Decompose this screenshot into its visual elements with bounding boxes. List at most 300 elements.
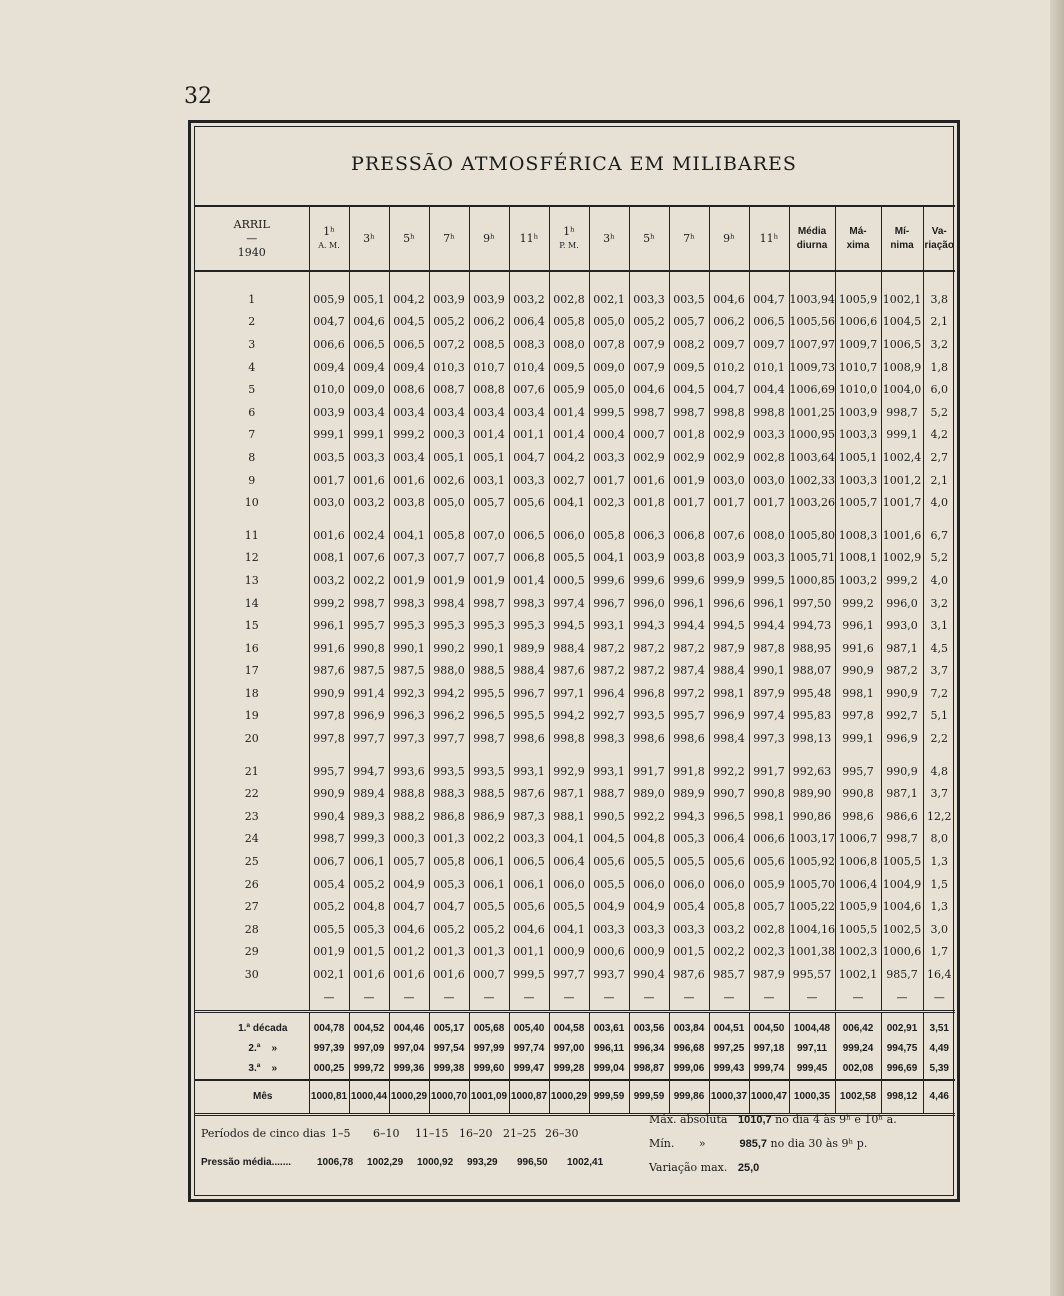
value-cell: 996,1 [309, 614, 349, 637]
table-row [195, 288, 955, 311]
value-cell: 995,5 [469, 682, 509, 705]
value-cell: 002,6 [429, 469, 469, 492]
value-cell: 001,7 [589, 469, 629, 492]
value-cell: 003,9 [309, 401, 349, 424]
value-cell: 897,9 [749, 682, 789, 705]
value-cell: 991,6 [309, 637, 349, 660]
month-cell: 1000,44 [349, 1080, 389, 1115]
value-cell: 3,8 [923, 288, 955, 311]
value-cell: 001,6 [429, 963, 469, 986]
value-cell: 998,7 [881, 828, 923, 851]
value-cell: 005,6 [709, 850, 749, 873]
value-cell: 006,5 [389, 333, 429, 356]
value-cell: 8,0 [923, 828, 955, 851]
spacer-cell [669, 750, 709, 760]
value-cell: 991,7 [749, 760, 789, 783]
value-cell: 005,8 [709, 895, 749, 918]
value-cell: 999,9 [709, 569, 749, 592]
min-note: no dia 30 às 9ʰ p. [770, 1137, 868, 1150]
value-cell: 998,7 [469, 727, 509, 750]
value-cell: 993,5 [429, 760, 469, 783]
pressure-cell: 1002,29 [367, 1157, 404, 1168]
value-cell: 987,2 [881, 660, 923, 683]
value-cell: 998,8 [709, 401, 749, 424]
value-cell: 003,3 [589, 918, 629, 941]
spacer-cell [789, 514, 835, 524]
spacer-cell [549, 750, 589, 760]
spacer-cell [669, 514, 709, 524]
value-cell: 004,7 [309, 311, 349, 334]
value-cell: 003,0 [749, 469, 789, 492]
summary-cell: 999,24 [835, 1039, 881, 1059]
value-cell: 006,1 [509, 873, 549, 896]
day-cell: 22 [244, 787, 259, 801]
value-cell: 3,7 [923, 782, 955, 805]
dash-cell: — [881, 986, 923, 1012]
decade-label: 3.ª » [248, 1063, 278, 1075]
value-cell: 6,0 [923, 378, 955, 401]
value-cell: 5,2 [923, 547, 955, 570]
day-cell: 1 [248, 292, 256, 306]
col-header: 11ʰ [509, 206, 549, 271]
value-cell: 008,8 [469, 378, 509, 401]
value-cell: 005,2 [309, 895, 349, 918]
value-cell: 002,1 [309, 963, 349, 986]
col-header-min: Mí- nima [881, 206, 923, 271]
table-row [195, 524, 955, 547]
summary-cell: 999,72 [349, 1059, 389, 1080]
value-cell: 3,2 [923, 333, 955, 356]
summary-cell: 997,18 [749, 1039, 789, 1059]
value-cell: 990,1 [469, 637, 509, 660]
value-cell: 000,9 [549, 941, 589, 964]
value-cell: 007,9 [629, 356, 669, 379]
value-cell: 997,2 [669, 682, 709, 705]
value-cell: 1006,4 [835, 873, 881, 896]
value-cell: 004,1 [549, 491, 589, 514]
value-cell: 1001,6 [881, 524, 923, 547]
value-cell: 009,0 [589, 356, 629, 379]
day-cell: 12 [244, 551, 259, 565]
day-cell: 27 [244, 900, 259, 914]
spacer-cell [309, 514, 349, 524]
value-cell: 1009,73 [789, 356, 835, 379]
value-cell: 999,1 [309, 424, 349, 447]
value-cell: 2,2 [923, 727, 955, 750]
col-header: 1ʰ P. M. [549, 206, 589, 271]
value-cell: 996,1 [835, 614, 881, 637]
value-cell: 004,5 [389, 311, 429, 334]
month-row [195, 1080, 955, 1115]
value-cell: 006,2 [709, 311, 749, 334]
value-cell: 1005,92 [789, 850, 835, 873]
value-cell: 990,4 [309, 805, 349, 828]
value-cell: 996,7 [589, 592, 629, 615]
table-frame [188, 120, 960, 1202]
value-cell: 005,2 [469, 918, 509, 941]
value-cell: 004,6 [389, 918, 429, 941]
summary-cell: 996,11 [589, 1039, 629, 1059]
value-cell: 999,6 [629, 569, 669, 592]
table-row [195, 469, 955, 492]
value-cell: 001,8 [669, 424, 709, 447]
table-row [195, 895, 955, 918]
summary-cell: 999,45 [789, 1059, 835, 1080]
value-cell: 995,7 [349, 614, 389, 637]
summary-cell: 996,69 [881, 1059, 923, 1080]
value-cell: 006,4 [709, 828, 749, 851]
value-cell: 003,3 [749, 547, 789, 570]
value-cell: 999,5 [589, 401, 629, 424]
dash-cell: — [835, 986, 881, 1012]
value-cell: 1005,7 [835, 491, 881, 514]
value-cell: 005,7 [749, 895, 789, 918]
spacer-cell [881, 514, 923, 524]
value-cell: 1005,22 [789, 895, 835, 918]
value-cell: 994,5 [709, 614, 749, 637]
value-cell: 009,4 [349, 356, 389, 379]
value-cell: 005,6 [589, 850, 629, 873]
value-cell: 001,6 [309, 524, 349, 547]
summary-cell: 997,00 [549, 1039, 589, 1059]
value-cell: 987,4 [669, 660, 709, 683]
value-cell: 009,4 [309, 356, 349, 379]
value-cell: 009,7 [709, 333, 749, 356]
month-cell: 1001,09 [469, 1080, 509, 1115]
value-cell: 3,1 [923, 614, 955, 637]
table-row [195, 963, 955, 986]
value-cell: 006,0 [709, 873, 749, 896]
value-cell: 003,1 [469, 469, 509, 492]
value-cell: 005,8 [549, 311, 589, 334]
spacer-cell [629, 271, 669, 288]
value-cell: 005,3 [669, 828, 709, 851]
value-cell: 010,0 [309, 378, 349, 401]
dash-cell: — [469, 986, 509, 1012]
day-cell: 13 [244, 573, 259, 587]
value-cell: 998,7 [629, 401, 669, 424]
summary-cell: 999,38 [429, 1059, 469, 1080]
value-cell: 008,2 [669, 333, 709, 356]
value-cell: 003,9 [429, 288, 469, 311]
value-cell: 003,3 [509, 828, 549, 851]
value-cell: 1008,3 [835, 524, 881, 547]
value-cell: 006,5 [349, 333, 389, 356]
value-cell: 995,3 [469, 614, 509, 637]
value-cell: 003,9 [709, 547, 749, 570]
value-cell: 999,6 [669, 569, 709, 592]
value-cell: 1,3 [923, 895, 955, 918]
value-cell: 010,1 [749, 356, 789, 379]
summary-cell: 005,17 [429, 1011, 469, 1039]
value-cell: 994,4 [749, 614, 789, 637]
summary-cell: 999,60 [469, 1059, 509, 1080]
value-cell: 003,3 [669, 918, 709, 941]
value-cell: 000,3 [429, 424, 469, 447]
value-cell: 000,9 [629, 941, 669, 964]
value-cell: 994,73 [789, 614, 835, 637]
value-cell: 004,7 [509, 446, 549, 469]
spacer-cell [589, 514, 629, 524]
value-cell: 005,5 [629, 850, 669, 873]
value-cell: 1002,1 [881, 288, 923, 311]
spacer-cell [923, 271, 955, 288]
col-header: 3ʰ [349, 206, 389, 271]
value-cell: 997,50 [789, 592, 835, 615]
dash-cell: — [429, 986, 469, 1012]
value-cell: 005,9 [549, 378, 589, 401]
value-cell: 005,2 [429, 311, 469, 334]
value-cell: 998,7 [349, 592, 389, 615]
value-cell: 000,7 [469, 963, 509, 986]
summary-cell: 005,40 [509, 1011, 549, 1039]
value-cell: 990,8 [835, 782, 881, 805]
summary-cell: 005,68 [469, 1011, 509, 1039]
value-cell: 1000,85 [789, 569, 835, 592]
table-title: PRESSÃO ATMOSFÉRICA EM MILIBARES [351, 153, 797, 175]
summary-cell: 003,84 [669, 1011, 709, 1039]
value-cell: 006,3 [629, 524, 669, 547]
value-cell: 987,8 [749, 637, 789, 660]
value-cell: 001,6 [389, 963, 429, 986]
table-row [195, 637, 955, 660]
value-cell: 003,3 [629, 918, 669, 941]
summary-cell: 996,68 [669, 1039, 709, 1059]
pressure-cell: 1000,92 [417, 1157, 454, 1168]
value-cell: 997,3 [389, 727, 429, 750]
value-cell: 005,3 [429, 873, 469, 896]
spacer-cell [835, 514, 881, 524]
value-cell: 985,7 [881, 963, 923, 986]
month-cell: 4,46 [923, 1080, 955, 1115]
spacer-cell [429, 750, 469, 760]
value-cell: 1004,9 [881, 873, 923, 896]
value-cell: 003,9 [629, 547, 669, 570]
value-cell: 007,6 [709, 524, 749, 547]
day-cell: 28 [244, 922, 259, 936]
value-cell: 1005,70 [789, 873, 835, 896]
value-cell: 003,0 [709, 469, 749, 492]
value-cell: 987,2 [629, 660, 669, 683]
value-cell: 006,1 [469, 850, 509, 873]
value-cell: 994,4 [669, 614, 709, 637]
table-row [195, 941, 955, 964]
dash-cell: — [589, 986, 629, 1012]
value-cell: 010,3 [429, 356, 469, 379]
value-cell: 004,8 [349, 895, 389, 918]
value-cell: 997,7 [349, 727, 389, 750]
value-cell: 000,4 [589, 424, 629, 447]
value-cell: 005,6 [509, 895, 549, 918]
value-cell: 005,2 [429, 918, 469, 941]
summary-cell: 997,54 [429, 1039, 469, 1059]
dash-cell: — [789, 986, 835, 1012]
value-cell: 990,9 [881, 760, 923, 783]
value-cell: 986,6 [881, 805, 923, 828]
max-absolute [649, 1113, 897, 1126]
value-cell: 003,3 [349, 446, 389, 469]
table-row [195, 378, 955, 401]
value-cell: 010,2 [709, 356, 749, 379]
value-cell: 993,5 [469, 760, 509, 783]
spacer-cell [881, 750, 923, 760]
value-cell: 1005,71 [789, 547, 835, 570]
value-cell: 006,4 [549, 850, 589, 873]
summary-cell: 004,52 [349, 1011, 389, 1039]
value-cell: 006,0 [669, 873, 709, 896]
value-cell: 001,4 [469, 424, 509, 447]
value-cell: 1006,7 [835, 828, 881, 851]
value-cell: 988,5 [469, 782, 509, 805]
value-cell: 001,4 [549, 401, 589, 424]
value-cell: 001,3 [429, 828, 469, 851]
value-cell: 004,7 [749, 288, 789, 311]
value-cell: 003,3 [749, 424, 789, 447]
col-header-max: Má- xima [835, 206, 881, 271]
summary-cell: 002,91 [881, 1011, 923, 1039]
period-cell: 16–20 [459, 1127, 493, 1140]
value-cell: 000,7 [629, 424, 669, 447]
value-cell: 1006,5 [881, 333, 923, 356]
value-cell: 4,2 [923, 424, 955, 447]
spacer-cell [549, 514, 589, 524]
summary-cell: 997,99 [469, 1039, 509, 1059]
value-cell: 007,9 [629, 333, 669, 356]
col-header: 7ʰ [429, 206, 469, 271]
value-cell: 007,8 [589, 333, 629, 356]
month-cell: 998,12 [881, 1080, 923, 1115]
value-cell: 996,2 [429, 705, 469, 728]
value-cell: 009,4 [389, 356, 429, 379]
day-cell: 14 [244, 596, 259, 610]
value-cell: 990,8 [349, 637, 389, 660]
summary-cell: 996,34 [629, 1039, 669, 1059]
value-cell: 008,3 [509, 333, 549, 356]
value-cell: 994,2 [549, 705, 589, 728]
value-cell: 1003,2 [835, 569, 881, 592]
value-cell: 1005,9 [835, 288, 881, 311]
value-cell: 997,7 [549, 963, 589, 986]
value-cell: 002,8 [749, 918, 789, 941]
value-cell: 995,48 [789, 682, 835, 705]
value-cell: 010,4 [509, 356, 549, 379]
value-cell: 003,4 [509, 401, 549, 424]
summary-cell: 997,04 [389, 1039, 429, 1059]
table-row [195, 682, 955, 705]
table-row [195, 333, 955, 356]
value-cell: 994,7 [349, 760, 389, 783]
value-cell: 987,1 [549, 782, 589, 805]
month-cell: 1002,58 [835, 1080, 881, 1115]
value-cell: 993,6 [389, 760, 429, 783]
value-cell: 003,2 [709, 918, 749, 941]
value-cell: 007,6 [349, 547, 389, 570]
spacer-cell [749, 514, 789, 524]
value-cell: 005,5 [309, 918, 349, 941]
value-cell: 994,2 [429, 682, 469, 705]
value-cell: 1002,1 [835, 963, 881, 986]
value-cell: 995,57 [789, 963, 835, 986]
value-cell: 1004,16 [789, 918, 835, 941]
summary-cell: 999,04 [589, 1059, 629, 1080]
value-cell: 001,6 [349, 963, 389, 986]
day-cell: 21 [244, 764, 259, 778]
value-cell: 985,7 [709, 963, 749, 986]
summary-cell: 999,36 [389, 1059, 429, 1080]
spacer-cell [195, 750, 309, 760]
value-cell: 986,9 [469, 805, 509, 828]
value-cell: 987,6 [309, 660, 349, 683]
var-label: Variação max. [649, 1161, 728, 1174]
value-cell: 005,0 [429, 491, 469, 514]
col-header: 11ʰ [749, 206, 789, 271]
header-row [195, 206, 955, 271]
value-cell: 5,1 [923, 705, 955, 728]
value-cell: 996,4 [589, 682, 629, 705]
value-cell: 001,7 [309, 469, 349, 492]
value-cell: 1002,4 [881, 446, 923, 469]
spacer-row [195, 271, 955, 288]
value-cell: 004,6 [509, 918, 549, 941]
value-cell: 990,9 [309, 782, 349, 805]
value-cell: 4,5 [923, 637, 955, 660]
periods-row [201, 1127, 587, 1140]
day-cell: 16 [244, 641, 259, 655]
period-cell: 11–15 [415, 1127, 449, 1140]
value-cell: 1003,3 [835, 469, 881, 492]
spacer-cell [629, 514, 669, 524]
value-cell: 1001,38 [789, 941, 835, 964]
value-cell: 987,6 [669, 963, 709, 986]
value-cell: 1005,9 [835, 895, 881, 918]
value-cell: 998,6 [629, 727, 669, 750]
day-cell: 24 [244, 832, 259, 846]
value-cell: 009,7 [749, 333, 789, 356]
day-cell: 11 [244, 528, 259, 542]
value-cell: 007,0 [469, 524, 509, 547]
value-cell: 996,6 [709, 592, 749, 615]
value-cell: 988,4 [549, 637, 589, 660]
table-row [195, 660, 955, 683]
value-cell: 009,5 [549, 356, 589, 379]
value-cell: 001,4 [509, 569, 549, 592]
spacer-cell [349, 750, 389, 760]
value-cell: 996,1 [749, 592, 789, 615]
value-cell: 001,2 [389, 941, 429, 964]
value-cell: 010,7 [469, 356, 509, 379]
value-cell: 001,9 [669, 469, 709, 492]
value-cell: 995,3 [429, 614, 469, 637]
value-cell: 2,1 [923, 311, 955, 334]
value-cell: 001,7 [709, 491, 749, 514]
col-header: 1ʰ A. M. [309, 206, 349, 271]
summary-cell: 5,39 [923, 1059, 955, 1080]
value-cell: 1001,7 [881, 491, 923, 514]
pressure-cell: 996,50 [517, 1157, 548, 1168]
value-cell: 996,7 [509, 682, 549, 705]
value-cell: 992,9 [549, 760, 589, 783]
value-cell: 2,7 [923, 446, 955, 469]
value-cell: 997,1 [549, 682, 589, 705]
value-cell: 994,3 [669, 805, 709, 828]
summary-cell: 999,47 [509, 1059, 549, 1080]
value-cell: 003,2 [309, 569, 349, 592]
pressure-table [195, 205, 955, 1116]
spacer-row [195, 750, 955, 760]
value-cell: 995,7 [309, 760, 349, 783]
day-cell: 5 [248, 383, 256, 397]
spacer-cell [923, 750, 955, 760]
